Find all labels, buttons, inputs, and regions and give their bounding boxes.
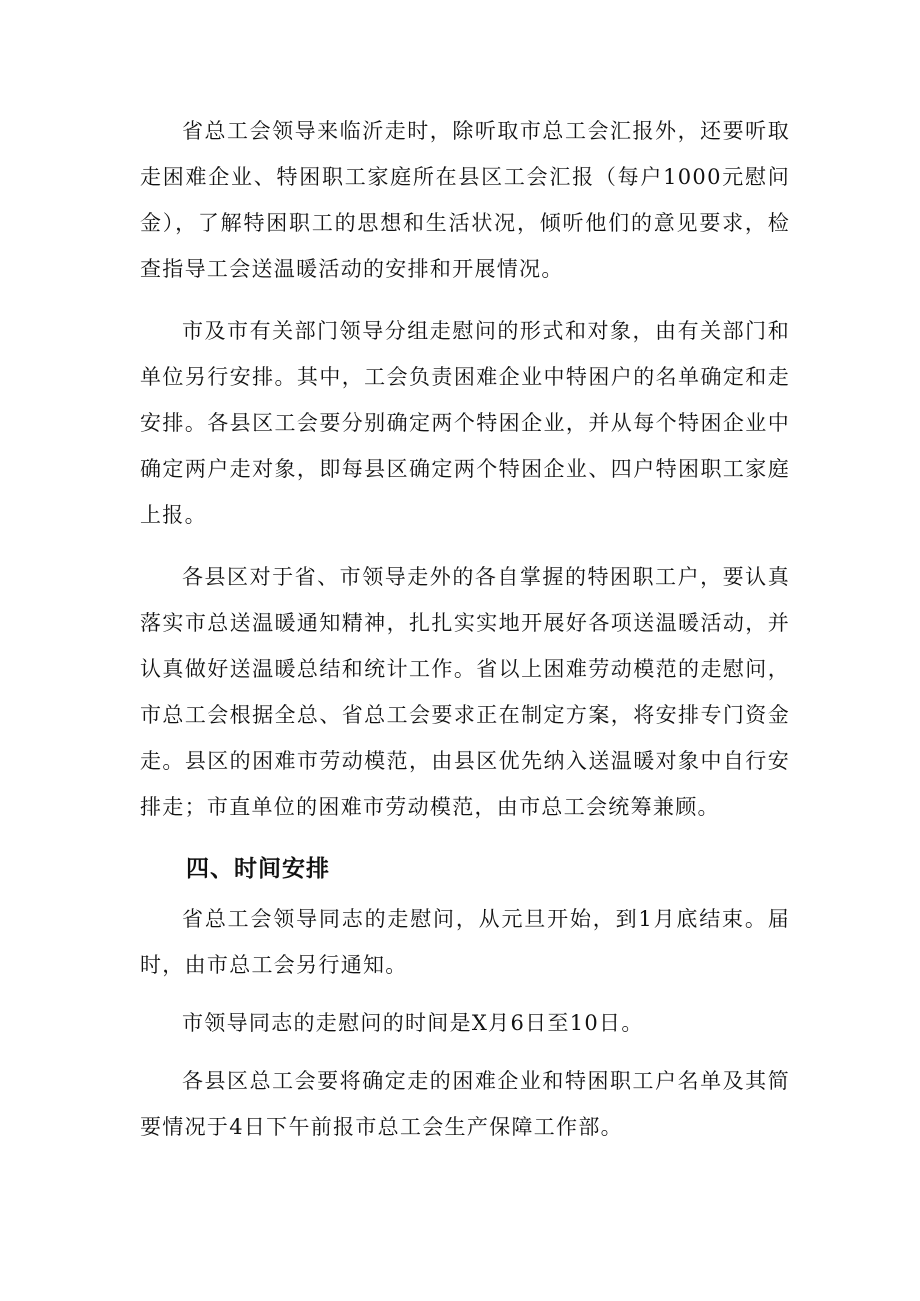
paragraph-county-responsibilities: 各县区对于省、市领导走外的各自掌握的特困职工户，要认真落实市总送温暖通知精神，扎扎实实地开展好各项送温暖活动，并认真做好送温暖总结和统计工作。省以上困难劳动模范的走慰问，市总工会根据全总、省总工会要求正在制定方案，将安排专门资金走。县区的困难市劳动模范，由县区优先纳入送温暖对象中自行安排走；市直单位的困难市劳动模范，由市总工会统筹兼顾。: [140, 565, 790, 819]
paragraph-provincial-schedule: 省总工会领导同志的走慰问，从元旦开始，到1月底结束。届时，由市总工会另行通知。: [140, 907, 790, 977]
paragraph-city-schedule: 市领导同志的走慰问的时间是X月6日至10日。: [182, 1011, 644, 1035]
paragraph-city-visit-arrangement: 市及市有关部门领导分组走慰问的形式和对象，由有关部门和单位另行安排。其中，工会负责困难企业中特困户的名单确定和走安排。各县区工会要分别确定两个特困企业，并从每个特困企业中确定两户走对象，即每县区确定两个特困企业、四户特困职工家庭上报。: [140, 319, 790, 527]
document-body: [140, 108, 790, 1166]
paragraph-submission-deadline: 各县区总工会要将确定走的困难企业和特困职工户名单及其简要情况于4日下午前报市总工会生产保障工作部。: [140, 1069, 790, 1139]
section-heading-schedule: 四、时间安排: [186, 856, 330, 882]
paragraph-provincial-visit: 省总工会领导来临沂走时，除听取市总工会汇报外，还要听取走困难企业、特困职工家庭所在县区工会汇报（每户1000元慰问金），了解特困职工的思想和生活状况，倾听他们的意见要求，检查指导工会送温暖活动的安排和开展情况。: [140, 119, 790, 281]
